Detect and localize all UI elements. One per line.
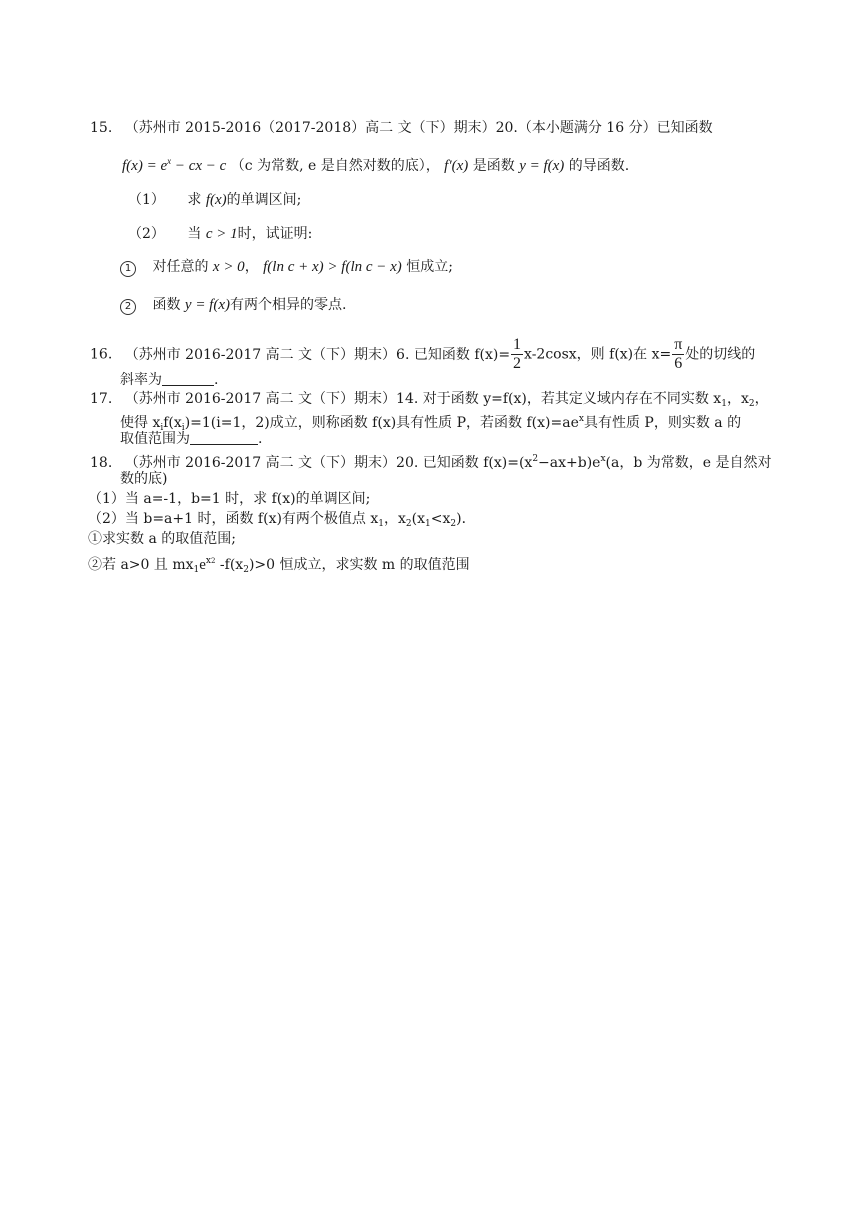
answer-blank[interactable]	[190, 430, 258, 445]
answer-blank[interactable]	[162, 371, 214, 386]
fraction-one-half: $\frac{1}{2}$	[513, 336, 522, 372]
question-18-part-1: （1）当 a=-1，b=1 时，求 f(x)的单调区间;	[88, 491, 371, 507]
question-source: （苏州市 2015-2016（2017-2018）高二 文（下）期末）20.（本小题满分 16 分）已知函数	[124, 120, 713, 136]
question-17-line-1: 17. （苏州市 2016-2017 高二 文（下）期末）14. 对于函数 y=f(x)，若其定义域内存在不同实数 $x_1$，$x_2$，	[90, 391, 769, 409]
question-18-part-2: （2）当 b=a+1 时，函数 f(x)有两个极值点 $x_1$，$x_2(x_1<x_2)$．	[88, 511, 476, 529]
circled-number-2: 2	[120, 299, 136, 315]
question-17-line-3: 取值范围为 .	[120, 431, 263, 447]
part-label: （2）	[128, 226, 165, 242]
derivative-symbol: f′(x)	[444, 158, 469, 174]
function-definition: $f(x) = e^x$ − cx − c	[122, 156, 227, 174]
question-15-line-1	[90, 118, 713, 138]
question-15-subpart-2: 2 函数 y = f(x)有两个相异的零点.	[120, 295, 346, 315]
question-15-subpart-1: 1 对任意的 x > 0， f(ln c + x) > f(ln c − x) 恒成立;	[120, 257, 453, 277]
question-15-line-2: $f(x) = e^x$ − cx − c （c 为常数, e 是自然对数的底）， f′(x) 是函数 y = f(x) 的导函数.	[122, 156, 630, 174]
fraction-pi-over-six: $\frac{\pi}{6}$	[674, 336, 683, 372]
question-15-part-1: （1） 求 f(x)的单调区间;	[128, 192, 302, 208]
constant-note: （c 为常数, e 是自然对数的底），	[230, 158, 440, 174]
question-17-line-2: 使得 $x_if(x_i)=1(i=1$，2)成立，则称函数 f(x)具有性质 P，若函数 $f(x)=ae^x$具有性质 P，则实数 a 的	[120, 414, 742, 433]
question-18-subpart-2: ②若 a>0 且 $mx_1e^{x2}$ $-f(x_2)>0$ 恒成立，求实数 m 的取值范围	[88, 556, 470, 575]
question-18-line-1: 18. （苏州市 2016-2017 高二 文（下）期末）20. 已知函数 $f(x)=(x^2-ax+b)e^x(a$，b 为常数，e 是自然对	[90, 454, 772, 471]
question-15-part-2: （2） 当 c > 1时，试证明:	[128, 226, 313, 242]
question-number: 17.	[90, 391, 113, 407]
question-number: 15.	[90, 120, 113, 136]
question-18-subpart-1: ①求实数 a 的取值范围;	[88, 531, 236, 547]
circled-number-1: 1	[120, 261, 136, 277]
part-label: （1）	[128, 192, 165, 208]
question-number: 18.	[90, 455, 113, 471]
question-18-line-2: 数的底)	[120, 471, 168, 487]
question-16-line-2: 斜率为 .	[120, 372, 219, 388]
question-number: 16.	[90, 346, 113, 363]
question-16-line-1: 16. （苏州市 2016-2017 高二 文（下）期末）6. 已知函数 f(x)= $\frac{1}{2}$ x-2cosx，则 f(x)在 x= $\frac{\pi}{6}$ 处的切线的	[90, 336, 756, 372]
